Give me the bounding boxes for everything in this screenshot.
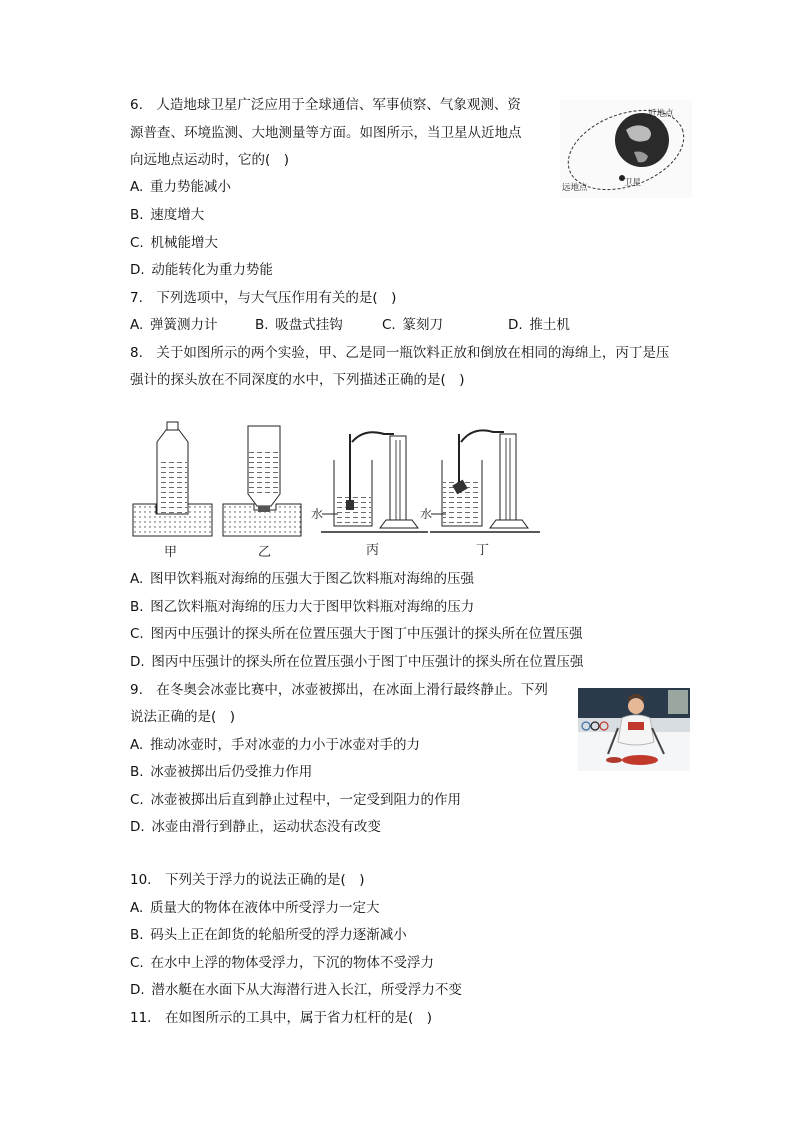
q8-option-c: C. 图丙中压强计的探头所在位置压强大于图丁中压强计的探头所在位置压强 <box>130 626 583 642</box>
q8-stem-line-2: 强计的探头放在不同深度的水中，下列描述正确的是( ) <box>130 372 465 388</box>
perigee-label: 近地点 <box>648 109 674 119</box>
q10-option-b: B. 码头上正在卸货的轮船所受的浮力逐渐减小 <box>130 927 407 943</box>
q11-stem: 11. 在如图所示的工具中，属于省力杠杆的是( ) <box>130 1010 433 1026</box>
q9-stem-line-2: 说法正确的是( ) <box>130 709 236 725</box>
q9-option-d: D. 冰壶由滑行到静止，运动状态没有改变 <box>130 819 381 835</box>
pressure-gauge-deep <box>420 430 540 532</box>
curling-photo <box>578 688 690 771</box>
satellite-label: 卫星 <box>624 178 642 188</box>
bottle-inverted <box>223 426 301 536</box>
water-label-1: 水 <box>311 507 324 521</box>
label-bing: 丙 <box>366 543 380 558</box>
apogee-label: 远地点 <box>562 183 588 193</box>
q10-option-a: A. 质量大的物体在液体中所受浮力一定大 <box>130 900 380 916</box>
pressure-experiment-figure <box>128 420 548 562</box>
q9-stem-line-1: 9. 在冬奥会冰壶比赛中，冰壶被掷出，在冰面上滑行最终静止。下列 <box>130 682 548 698</box>
q6-option-b: B. 速度增大 <box>130 207 205 223</box>
q9-option-a: A. 推动冰壶时，手对冰壶的力小于冰壶对手的力 <box>130 737 421 753</box>
q7-stem: 7. 下列选项中，与大气压作用有关的是( ) <box>130 290 397 306</box>
q7-option-d: D. 推土机 <box>508 317 570 333</box>
q9-option-b: B. 冰壶被掷出后仍受推力作用 <box>130 764 313 780</box>
satellite-orbit-figure <box>560 100 692 198</box>
pressure-gauge-shallow <box>311 432 428 532</box>
q10-option-c: C. 在水中上浮的物体受浮力，下沉的物体不受浮力 <box>130 955 434 971</box>
q6-stem-line-3: 向远地点运动时，它的( ) <box>130 152 290 168</box>
q6-option-c: C. 机械能增大 <box>130 235 218 251</box>
q8-option-a: A. 图甲饮料瓶对海绵的压强大于图乙饮料瓶对海绵的压强 <box>130 571 475 587</box>
q8-option-b: B. 图乙饮料瓶对海绵的压力大于图甲饮料瓶对海绵的压力 <box>130 599 475 615</box>
label-jia: 甲 <box>164 545 178 560</box>
q6-stem-line-2: 源普查、环境监测、大地测量等方面。如图所示，当卫星从近地点 <box>130 125 522 141</box>
q10-stem: 10. 下列关于浮力的说法正确的是( ) <box>130 872 365 888</box>
q7-option-b: B. 吸盘式挂钩 <box>255 317 343 333</box>
q10-option-d: D. 潜水艇在水面下从大海潜行进入长江，所受浮力不变 <box>130 982 462 998</box>
q9-option-c: C. 冰壶被掷出后直到静止过程中，一定受到阻力的作用 <box>130 792 461 808</box>
q7-option-c: C. 篆刻刀 <box>382 317 443 333</box>
q6-option-d: D. 动能转化为重力势能 <box>130 262 273 278</box>
q7-option-a: A. 弹簧测力计 <box>130 317 218 333</box>
water-label-2: 水 <box>420 507 433 521</box>
q6-option-a: A. 重力势能减小 <box>130 179 232 195</box>
q8-option-d: D. 图丙中压强计的探头所在位置压强小于图丁中压强计的探头所在位置压强 <box>130 654 584 670</box>
bottle-upright <box>133 422 212 536</box>
label-yi: 乙 <box>258 545 272 560</box>
q6-stem-line-1: 6. 人造地球卫星广泛应用于全球通信、军事侦察、气象观测、资 <box>130 97 521 113</box>
label-ding: 丁 <box>476 543 490 558</box>
q8-stem-line-1: 8. 关于如图所示的两个实验，甲、乙是同一瓶饮料正放和倒放在相同的海绵上，丙丁是压 <box>130 345 670 361</box>
